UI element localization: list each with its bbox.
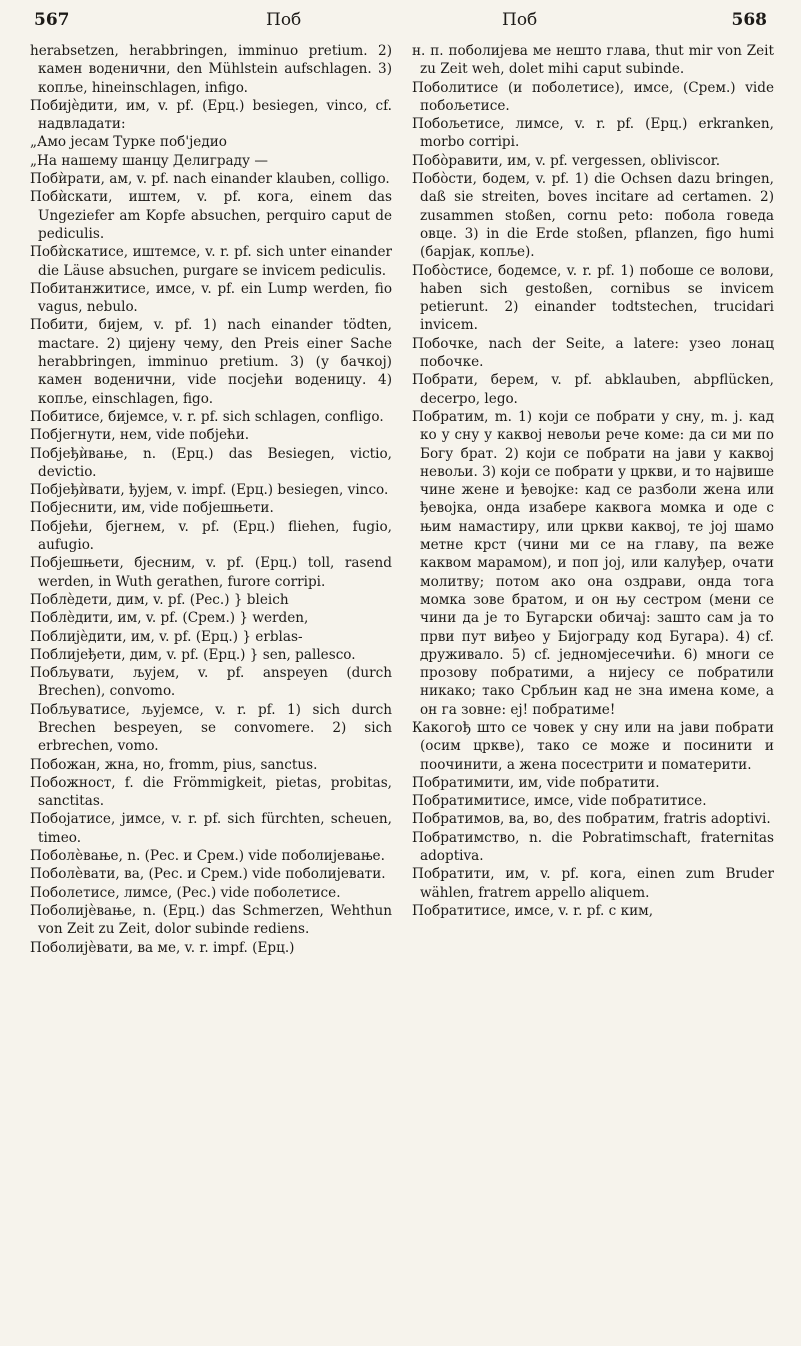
- right-column: [412, 42, 774, 920]
- dictionary-entry: Поблијèдити, им, v. pf. (Ерц.) } erblas-: [30, 628, 303, 645]
- dictionary-entry: Побочке, nach der Seite, a latere: узео лонац побочке.: [412, 335, 774, 371]
- running-head-left: Поб: [266, 10, 302, 30]
- dictionary-entry: Побитисе, бијемсе, v. r. pf. sich schlagen, confligo.: [30, 408, 384, 425]
- dictionary-entry: Побòсти, бодем, v. pf. 1) die Ochsen dazu bringen, daß sie streiten, boves incitare ad certamen. 2) zusammen stoßen, cornu peto: побола говеда овце. 3) in die Erde stoßen, pflanzen, figo humi (барјак, копље).: [412, 171, 774, 261]
- dictionary-entry: Побјећи, бјегнем, v. pf. (Ерц.) fliehen, fugio, aufugio.: [30, 518, 392, 554]
- running-head-right: Поб: [502, 10, 538, 30]
- dictionary-entry: Побјешњети, бјесним, v. pf. (Ерц.) toll, rasend werden, in Wuth gerathen, furore corripi.: [30, 555, 392, 590]
- dictionary-entry: „Амо јесам Турке поб'једио: [30, 134, 227, 151]
- dictionary-entry: Побјеђѝвати, ђујем, v. impf. (Ерц.) besiegen, vinco.: [30, 482, 389, 499]
- dictionary-entry: н. п. поболијева ме нешто глава, thut mir von Zeit zu Zeit weh, dolet mihi caput subinde.: [412, 43, 774, 78]
- dictionary-entry: Поболитисе (и поболетисе), имсе, (Срем.) vide побољетисе.: [412, 79, 774, 114]
- dictionary-entry: Побјеђѝвање, n. (Ерц.) das Besiegen, victio, devictio.: [30, 445, 392, 480]
- page-header: [34, 10, 767, 36]
- dictionary-entry: Поблијеђети, дим, v. pf. (Ерц.) } sen, pallesco.: [30, 646, 356, 663]
- dictionary-entry: Побратимитисе, имсе, vide побратитисе.: [412, 793, 707, 810]
- left-column: [30, 42, 392, 957]
- dictionary-entry: Побљувати, љујем, v. pf. anspeyen (durch Brechen), convomo.: [30, 665, 392, 700]
- dictionary-entry: Поболèвање, n. (Рес. и Срем.) vide поболијевање.: [30, 848, 385, 865]
- page-number-right: 568: [731, 10, 767, 30]
- dictionary-entry: Побољетисе, лимсе, v. r. pf. (Ерц.) erkranken, morbo corripi.: [412, 116, 774, 151]
- dictionary-entry: Побијèдити, им, v. pf. (Ерц.) besiegen, vinco, cf. надвладати:: [30, 97, 392, 133]
- dictionary-entry: Побојатисе, јимсе, v. r. pf. sich fürchten, scheuen, timeo.: [30, 811, 392, 846]
- dictionary-entry: Побратимити, им, vide побратити.: [412, 774, 660, 791]
- dictionary-entry: Поблèдити, им, v. pf. (Срем.) } werden,: [30, 610, 309, 627]
- dictionary-entry: Побратитисе, имсе, v. r. pf. с ким,: [412, 902, 654, 919]
- dictionary-entry: Побратим, m. 1) који се побрати у сну, m. j. кад ко у сну у каквој невољи рече коме: да си ми по Богу брат. 2) који се побрати на јави у каквој невољи. 3) који се побрати у цркви, и то највише чине жене и ђевојке: кад се разболи жена или ђевојка, онда изабере каквога момка и оде с њим намастиру, или цркви каквој, те јој шамо метне крст (чини ми се на главу, па веже каквом марамом), и поп јој, или калуђер, очати молитву; потом ако она оздрави, онда тога момка зове братом, и он њу сестром (мени се чини да је то Бугарски обичај: зашто сам ја то први пут виђео у Бијограду код Бугара). 4) cf. друживало. 5) cf. једномјесечићи. 6) многи се прозову побратими, а нијесу се побратили никако; тако Србљин кад не зна имена коме, а он га зовне: еј! побратиме!: [412, 408, 774, 718]
- dictionary-entry: Побѝскати, иштем, v. pf. кога, einem das Ungeziefer am Kopfe absuchen, perquiro caput de pediculis.: [30, 189, 392, 242]
- dictionary-entry: „На нашему шанцу Делиграду —: [30, 152, 268, 169]
- page-number-left: 567: [34, 10, 70, 30]
- dictionary-entry: Побратимство, n. die Pobratimschaft, fraternitas adoptiva.: [412, 829, 774, 865]
- dictionary-entry: Побјеснити, им, vide побјешњети.: [30, 500, 274, 517]
- dictionary-entry: Побòравити, им, v. pf. vergessen, obliviscor.: [412, 152, 721, 169]
- dictionary-entry: Поболетисе, лимсе, (Рес.) vide поболетисе.: [30, 884, 341, 901]
- dictionary-entry: Поболијèвати, ва ме, v. r. impf. (Ерц.): [30, 939, 295, 956]
- dictionary-entry: Побјегнути, нем, vide побјећи.: [30, 427, 250, 444]
- dictionary-entry: Побожност, f. die Frömmigkeit, pietas, probitas, sanctitas.: [30, 774, 392, 810]
- dictionary-entry: Поблèдети, дим, v. pf. (Рес.) } bleich: [30, 591, 289, 608]
- dictionary-entry: Побитанжитисе, имсе, v. pf. ein Lump werden, fio vagus, nebulo.: [30, 280, 392, 316]
- dictionary-entry: herabsetzen, herabbringen, imminuo pretium. 2) камен воденични, den Mühlstein aufschlagen. 3) копље, hineinschlagen, infigo.: [30, 43, 392, 96]
- dictionary-entry: Какогођ што се човек у сну или на јави побрати (осим цркве), тако се може и посинити и поочинити, а жена посестрити и поматерити.: [412, 719, 774, 773]
- dictionary-entry: Побљуватисе, љујемсе, v. r. pf. 1) sich durch Brechen bespeyen, se convomere. 2) sich erbrechen, vomo.: [30, 701, 392, 755]
- dictionary-entry: Побѝрати, ам, v. pf. nach einander klauben, colligo.: [30, 171, 390, 188]
- dictionary-entry: Побрати, берем, v. pf. abklauben, abpflücken, decerpo, lego.: [412, 372, 774, 407]
- dictionary-entry: Побратимов, ва, во, des побратим, fratris adoptivi.: [412, 811, 771, 828]
- dictionary-entry: Побити, бијем, v. pf. 1) nach einander tödten, mactare. 2) цијену чему, den Preis einer Sache herabbringen, imminuo pretium. 3) (у бачкој) камен воденични, vide посјећи воденицу. 4) копље, einschlagen, figo.: [30, 317, 392, 407]
- dictionary-entry: Поболијèвање, n. (Ерц.) das Schmerzen, Wehthun von Zeit zu Zeit, dolor subinde rediens.: [30, 902, 392, 938]
- dictionary-entry: Побòстисе, бодемсе, v. r. pf. 1) побоше се волови, haben sich gestoßen, cornibus se invicem petierunt. 2) einander todtstechen, trucidari invicem.: [412, 262, 774, 334]
- dictionary-entry: Поболèвати, ва, (Рес. и Срем.) vide поболијевати.: [30, 866, 386, 883]
- dictionary-entry: Побратити, им, v. pf. кога, einen zum Bruder wählen, fratrem appello aliquem.: [412, 866, 774, 901]
- dictionary-entry: Побѝскатисе, иштемсе, v. r. pf. sich unter einander die Läuse absuchen, purgare se invicem pediculis.: [30, 244, 392, 279]
- dictionary-entry: Побожан, жна, но, fromm, pius, sanctus.: [30, 756, 318, 773]
